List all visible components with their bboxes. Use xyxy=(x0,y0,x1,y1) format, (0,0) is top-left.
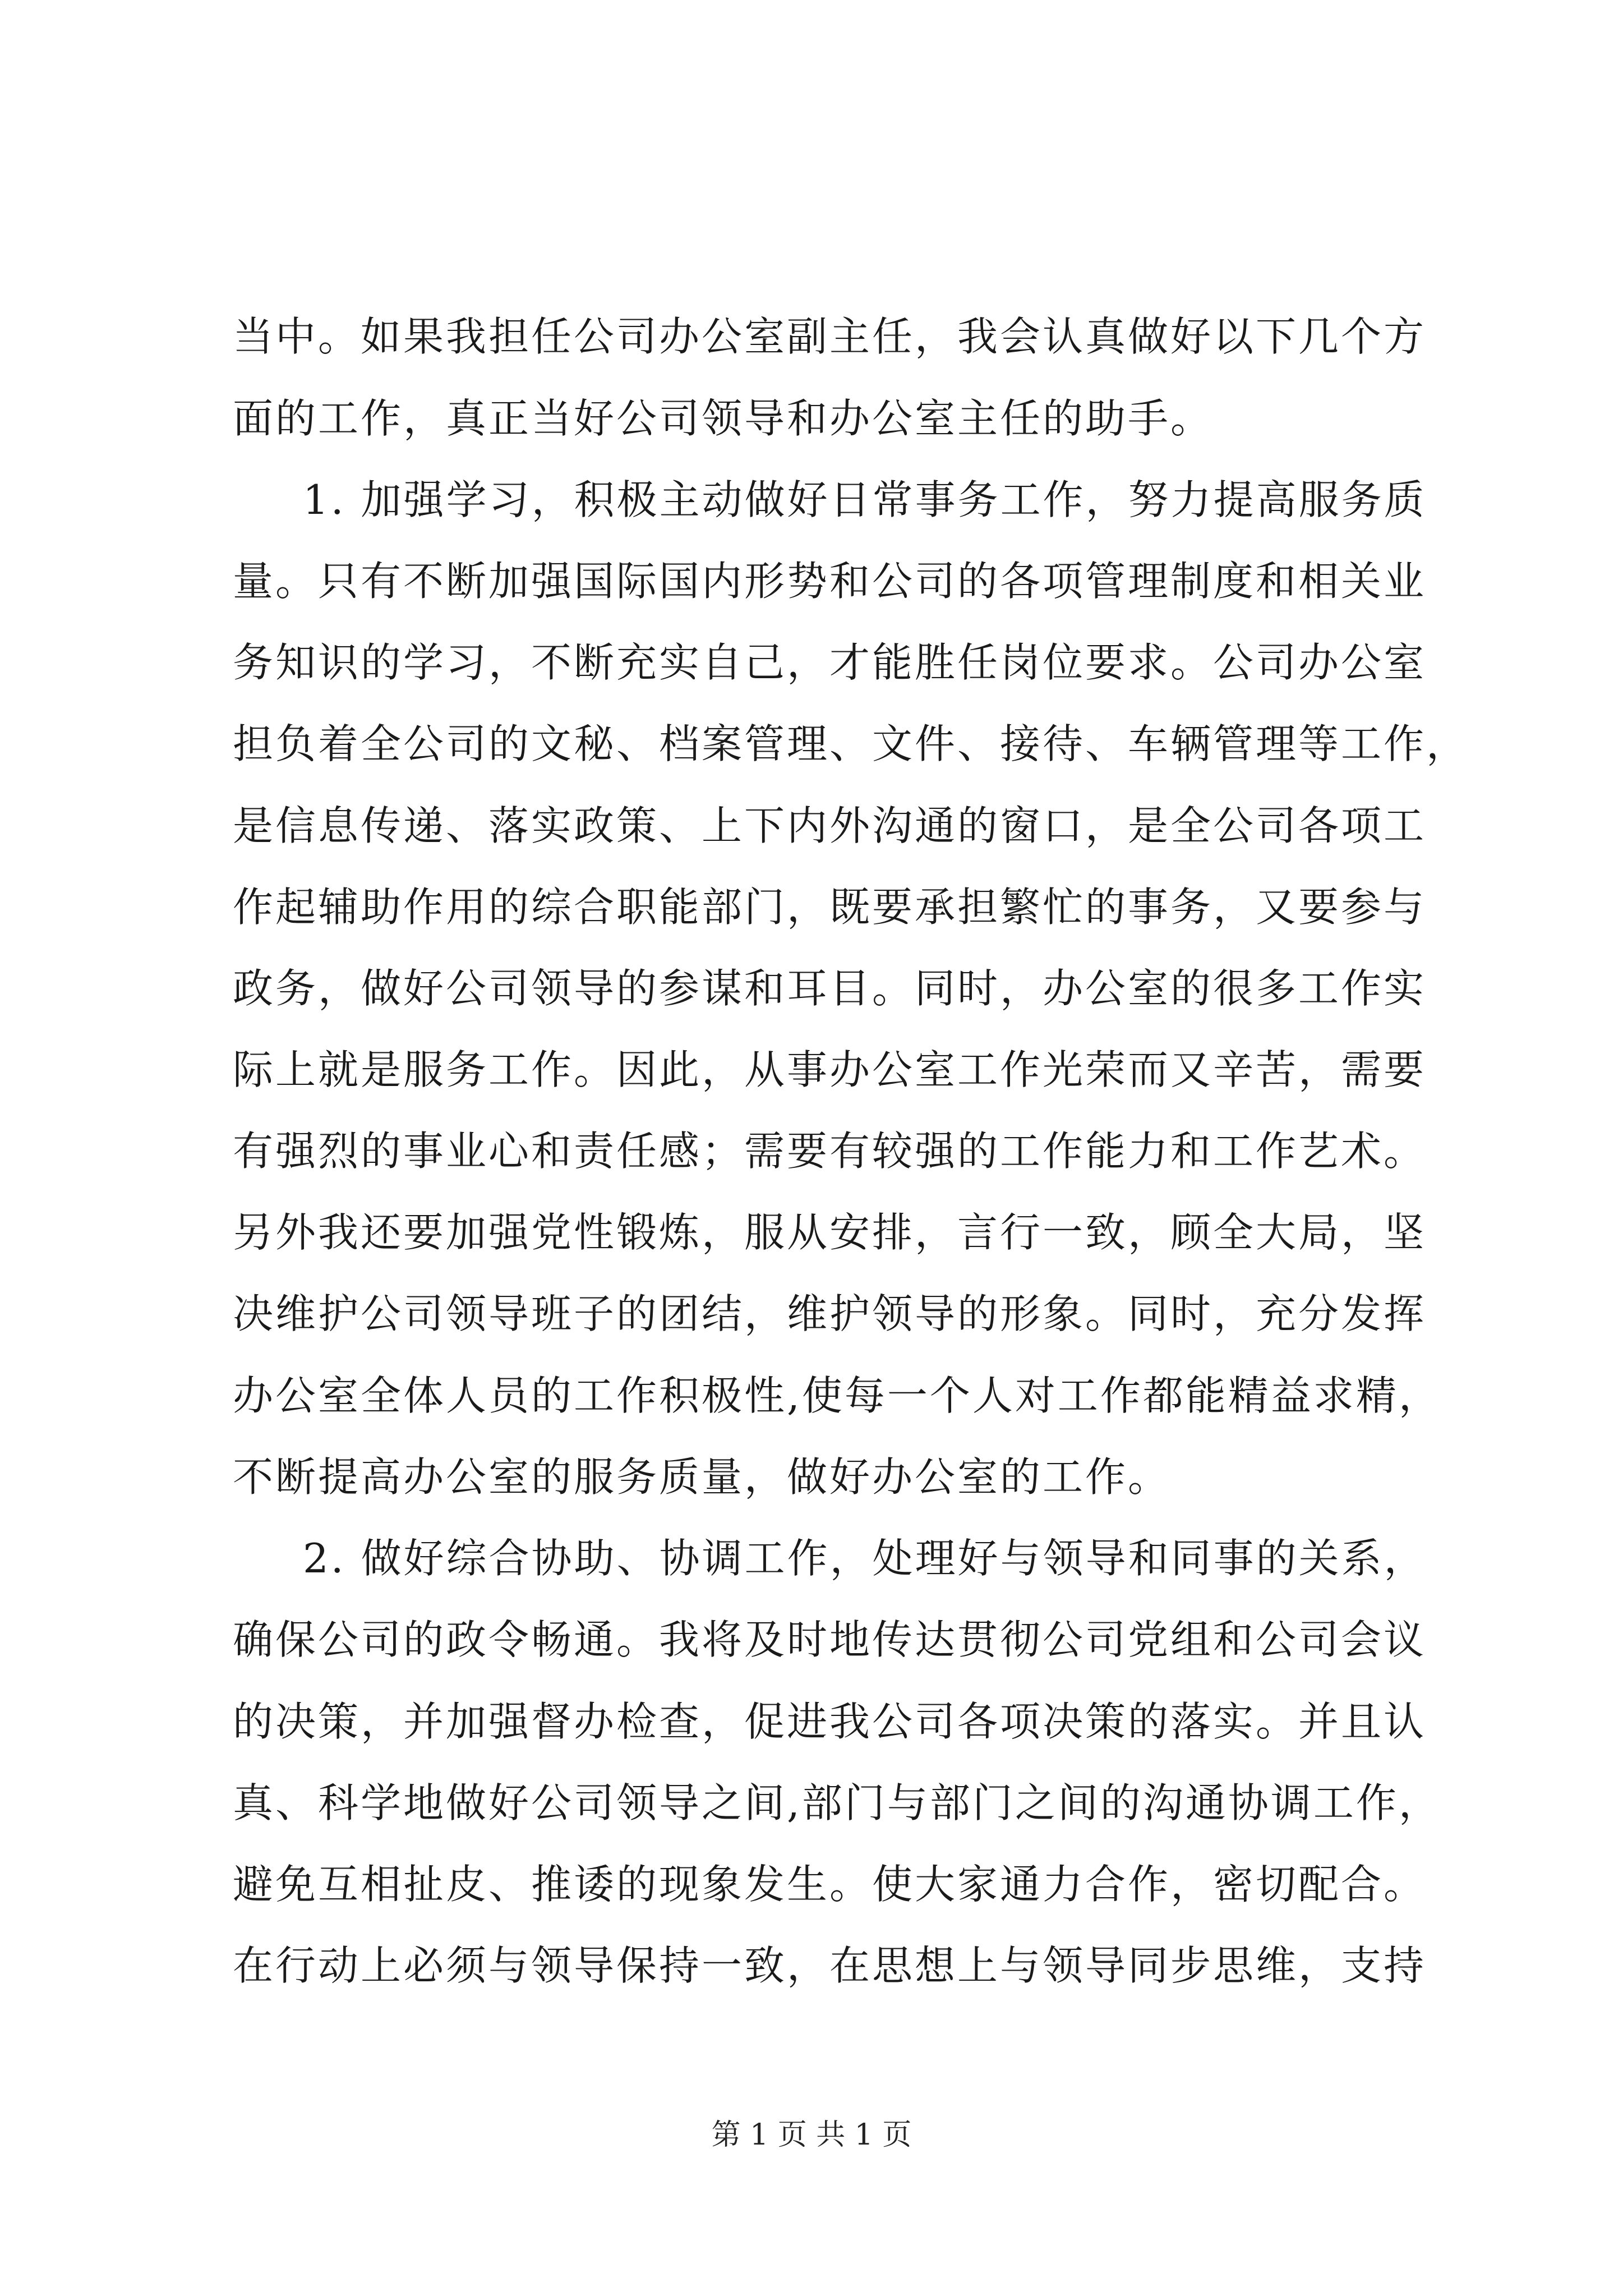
text-line: 当中。如果我担任公司办公室副主任，我会认真做好以下几个方 xyxy=(233,313,1427,360)
text-line: 务知识的学习，不断充实自己，才能胜任岗位要求。公司办公室 xyxy=(233,639,1427,686)
text-line: 是信息传递、落实政策、上下内外沟通的窗口，是全公司各项工 xyxy=(233,802,1427,849)
text-line: 在行动上必须与领导保持一致，在思想上与领导同步思维，支持 xyxy=(233,1942,1427,1989)
paragraph-start-line: 2. 做好综合协助、协调工作，处理好与领导和同事的关系， xyxy=(303,1535,1427,1582)
text-line: 有强烈的事业心和责任感；需要有较强的工作能力和工作艺术。 xyxy=(233,1128,1427,1175)
text-line: 另外我还要加强党性锻炼，服从安排，言行一致，顾全大局，坚 xyxy=(233,1209,1427,1256)
text-line: 办公室全体人员的工作积极性,使每一个人对工作都能精益求精， xyxy=(233,1372,1441,1419)
text-line: 量。只有不断加强国际国内形势和公司的各项管理制度和相关业 xyxy=(233,558,1427,605)
text-line: 作起辅助作用的综合职能部门，既要承担繁忙的事务，又要参与 xyxy=(233,884,1427,931)
page-footer: 第 1 页 共 1 页 xyxy=(711,2118,912,2152)
text-line: 面的工作，真正当好公司领导和办公室主任的助手。 xyxy=(233,395,1214,442)
text-line: 政务，做好公司领导的参谋和耳目。同时，办公室的很多工作实 xyxy=(233,965,1427,1012)
text-line: 际上就是服务工作。因此，从事办公室工作光荣而又辛苦，需要 xyxy=(233,1046,1427,1093)
text-line: 确保公司的政令畅通。我将及时地传达贯彻公司党组和公司会议 xyxy=(233,1616,1427,1663)
text-line: 避免互相扯皮、推诿的现象发生。使大家通力合作，密切配合。 xyxy=(233,1861,1427,1908)
text-line: 真、科学地做好公司领导之间,部门与部门之间的沟通协调工作， xyxy=(233,1779,1441,1826)
text-line: 的决策，并加强督办检查，促进我公司各项决策的落实。并且认 xyxy=(233,1698,1427,1745)
text-line: 不断提高办公室的服务质量，做好办公室的工作。 xyxy=(233,1453,1171,1501)
paragraph-start-line: 1. 加强学习，积极主动做好日常事务工作，努力提高服务质 xyxy=(303,476,1427,523)
text-line: 担负着全公司的文秘、档案管理、文件、接待、车辆管理等工作， xyxy=(233,720,1469,767)
text-line: 决维护公司领导班子的团结，维护领导的形象。同时，充分发挥 xyxy=(233,1290,1427,1337)
